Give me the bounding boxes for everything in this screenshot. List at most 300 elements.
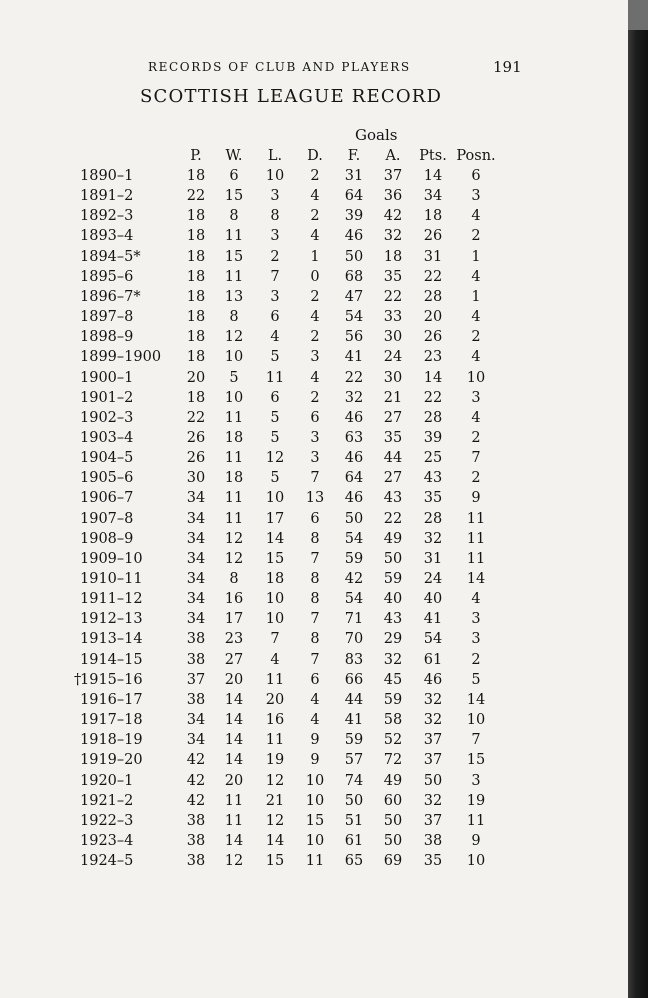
season-label: 1920–1 xyxy=(80,772,134,789)
cell-position: 11 xyxy=(466,550,486,567)
cell-lost: 5 xyxy=(270,349,280,366)
cell-goals-against: 43 xyxy=(383,490,403,507)
cell-goals-for: 56 xyxy=(344,329,364,346)
cell-won: 5 xyxy=(229,369,239,386)
cell-goals-for: 71 xyxy=(344,611,364,628)
cell-points: 20 xyxy=(423,309,443,326)
cell-points: 40 xyxy=(423,591,443,608)
cell-won: 11 xyxy=(224,228,244,245)
dagger-mark: † xyxy=(74,671,82,688)
cell-position: 3 xyxy=(471,631,481,648)
cell-goals-against: 43 xyxy=(383,611,403,628)
cell-goals-against: 35 xyxy=(383,268,403,285)
cell-won: 15 xyxy=(224,188,244,205)
cell-goals-against: 52 xyxy=(383,732,403,749)
cell-goals-against: 69 xyxy=(383,853,403,870)
cell-won: 11 xyxy=(224,409,244,426)
cell-goals-against: 33 xyxy=(383,309,403,326)
cell-won: 13 xyxy=(224,288,244,305)
page-number: 191 xyxy=(493,58,522,76)
cell-points: 24 xyxy=(423,571,443,587)
column-header-drawn: D. xyxy=(307,148,323,164)
cell-position: 10 xyxy=(466,712,486,729)
cell-lost: 5 xyxy=(270,429,280,446)
cell-points: 22 xyxy=(423,268,443,285)
cell-points: 61 xyxy=(423,651,443,668)
cell-position: 11 xyxy=(466,530,486,547)
cell-won: 18 xyxy=(224,470,244,487)
cell-played: 34 xyxy=(186,571,206,587)
cell-goals-for: 54 xyxy=(344,591,364,608)
cell-goals-against: 58 xyxy=(383,712,403,729)
cell-won: 8 xyxy=(229,309,239,326)
cell-goals-for: 74 xyxy=(344,772,364,789)
cell-drawn: 2 xyxy=(310,208,320,225)
cell-position: 3 xyxy=(471,611,481,628)
cell-points: 22 xyxy=(423,389,443,406)
cell-lost: 8 xyxy=(270,208,280,225)
cell-points: 37 xyxy=(423,752,443,769)
cell-goals-against: 24 xyxy=(383,349,403,366)
cell-played: 34 xyxy=(186,490,206,507)
cell-goals-for: 61 xyxy=(344,832,364,849)
cell-points: 26 xyxy=(423,228,443,245)
cell-drawn: 0 xyxy=(310,268,320,285)
cell-goals-for: 51 xyxy=(344,812,364,829)
cell-played: 34 xyxy=(186,611,206,628)
cell-goals-against: 30 xyxy=(383,329,403,346)
cell-points: 35 xyxy=(423,490,443,507)
season-label: 1898–9 xyxy=(80,329,134,346)
cell-played: 34 xyxy=(186,712,206,729)
cell-lost: 10 xyxy=(265,168,285,184)
cell-goals-against: 36 xyxy=(383,188,403,205)
cell-played: 38 xyxy=(186,651,206,668)
season-label: 1897–8 xyxy=(80,309,134,326)
cell-goals-for: 47 xyxy=(344,288,364,305)
cell-position: 11 xyxy=(466,510,486,527)
cell-lost: 3 xyxy=(270,288,280,305)
cell-drawn: 4 xyxy=(310,369,320,386)
season-label: 1922–3 xyxy=(80,812,134,829)
season-label: 1915–16 xyxy=(80,671,143,688)
page-title: SCOTTISH LEAGUE RECORD xyxy=(140,86,443,107)
cell-goals-against: 27 xyxy=(383,409,403,426)
cell-played: 42 xyxy=(186,752,206,769)
cell-lost: 11 xyxy=(265,671,285,688)
cell-won: 12 xyxy=(224,550,244,567)
cell-points: 37 xyxy=(423,812,443,829)
cell-goals-for: 42 xyxy=(344,571,364,587)
cell-goals-for: 64 xyxy=(344,470,364,487)
cell-goals-against: 22 xyxy=(383,510,403,527)
cell-won: 8 xyxy=(229,571,239,587)
cell-position: 7 xyxy=(471,450,481,467)
season-label: 1919–20 xyxy=(80,752,143,769)
cell-drawn: 13 xyxy=(305,490,325,507)
cell-points: 35 xyxy=(423,853,443,870)
cell-goals-against: 59 xyxy=(383,691,403,708)
cell-points: 46 xyxy=(423,671,443,688)
cell-points: 31 xyxy=(423,550,443,567)
cell-goals-for: 46 xyxy=(344,228,364,245)
cell-drawn: 11 xyxy=(305,853,325,870)
cell-played: 22 xyxy=(186,409,206,426)
column-header-goals-against: A. xyxy=(385,148,401,164)
season-label: 1910–11 xyxy=(80,571,143,587)
cell-points: 28 xyxy=(423,409,443,426)
cell-goals-for: 22 xyxy=(344,369,364,386)
cell-lost: 4 xyxy=(270,329,280,346)
season-label: 1912–13 xyxy=(80,611,143,628)
cell-drawn: 8 xyxy=(310,631,320,648)
cell-goals-for: 41 xyxy=(344,349,364,366)
cell-drawn: 7 xyxy=(310,550,320,567)
cell-drawn: 9 xyxy=(310,752,320,769)
season-label: 1916–17 xyxy=(80,691,143,708)
cell-goals-for: 59 xyxy=(344,550,364,567)
cell-drawn: 4 xyxy=(310,188,320,205)
cell-won: 16 xyxy=(224,591,244,608)
cell-position: 9 xyxy=(471,490,481,507)
cell-goals-for: 66 xyxy=(344,671,364,688)
cell-drawn: 6 xyxy=(310,409,320,426)
cell-goals-for: 63 xyxy=(344,429,364,446)
cell-played: 38 xyxy=(186,853,206,870)
season-label: 1904–5 xyxy=(80,450,134,467)
cell-goals-for: 59 xyxy=(344,732,364,749)
cell-goals-for: 31 xyxy=(344,168,364,184)
cell-position: 4 xyxy=(471,349,481,366)
cell-played: 38 xyxy=(186,812,206,829)
cell-position: 1 xyxy=(471,248,481,265)
cell-goals-for: 83 xyxy=(344,651,364,668)
cell-drawn: 8 xyxy=(310,530,320,547)
cell-drawn: 6 xyxy=(310,671,320,688)
cell-drawn: 9 xyxy=(310,732,320,749)
cell-won: 14 xyxy=(224,832,244,849)
cell-goals-against: 44 xyxy=(383,450,403,467)
season-label: 1905–6 xyxy=(80,470,134,487)
cell-drawn: 8 xyxy=(310,571,320,587)
cell-lost: 19 xyxy=(265,752,285,769)
cell-won: 11 xyxy=(224,268,244,285)
cell-lost: 10 xyxy=(265,490,285,507)
cell-points: 14 xyxy=(423,168,443,184)
cell-drawn: 4 xyxy=(310,309,320,326)
cell-goals-against: 60 xyxy=(383,792,403,809)
cell-played: 37 xyxy=(186,671,206,688)
cell-goals-for: 32 xyxy=(344,389,364,406)
cell-goals-for: 50 xyxy=(344,248,364,265)
cell-points: 31 xyxy=(423,248,443,265)
cell-played: 20 xyxy=(186,369,206,386)
cell-points: 18 xyxy=(423,208,443,225)
cell-won: 8 xyxy=(229,208,239,225)
cell-won: 11 xyxy=(224,490,244,507)
cell-lost: 3 xyxy=(270,228,280,245)
page-edge-shadow xyxy=(628,0,648,998)
cell-position: 4 xyxy=(471,309,481,326)
cell-played: 34 xyxy=(186,530,206,547)
cell-drawn: 8 xyxy=(310,591,320,608)
cell-lost: 10 xyxy=(265,591,285,608)
cell-drawn: 15 xyxy=(305,812,325,829)
cell-points: 43 xyxy=(423,470,443,487)
cell-drawn: 4 xyxy=(310,691,320,708)
cell-goals-against: 45 xyxy=(383,671,403,688)
season-label: 1890–1 xyxy=(80,168,134,184)
cell-lost: 18 xyxy=(265,571,285,587)
cell-goals-against: 72 xyxy=(383,752,403,769)
cell-played: 18 xyxy=(186,208,206,225)
cell-lost: 7 xyxy=(270,631,280,648)
cell-lost: 3 xyxy=(270,188,280,205)
cell-position: 11 xyxy=(466,812,486,829)
cell-won: 11 xyxy=(224,450,244,467)
cell-lost: 7 xyxy=(270,268,280,285)
cell-goals-against: 40 xyxy=(383,591,403,608)
cell-position: 2 xyxy=(471,329,481,346)
season-label: 1909–10 xyxy=(80,550,143,567)
cell-position: 9 xyxy=(471,832,481,849)
cell-points: 32 xyxy=(423,792,443,809)
cell-drawn: 4 xyxy=(310,712,320,729)
cell-won: 12 xyxy=(224,853,244,870)
cell-won: 20 xyxy=(224,671,244,688)
cell-lost: 2 xyxy=(270,248,280,265)
cell-played: 22 xyxy=(186,188,206,205)
cell-points: 41 xyxy=(423,611,443,628)
cell-lost: 15 xyxy=(265,550,285,567)
cell-drawn: 6 xyxy=(310,510,320,527)
cell-position: 19 xyxy=(466,792,486,809)
cell-lost: 12 xyxy=(265,772,285,789)
season-label: 1917–18 xyxy=(80,712,143,729)
column-header-lost: L. xyxy=(267,148,283,164)
column-header-points: Pts. xyxy=(419,148,447,164)
cell-drawn: 2 xyxy=(310,288,320,305)
cell-lost: 17 xyxy=(265,510,285,527)
season-label: 1907–8 xyxy=(80,510,134,527)
cell-position: 2 xyxy=(471,470,481,487)
cell-played: 18 xyxy=(186,389,206,406)
cell-points: 39 xyxy=(423,429,443,446)
cell-won: 11 xyxy=(224,792,244,809)
cell-won: 6 xyxy=(229,168,239,184)
cell-won: 11 xyxy=(224,812,244,829)
cell-goals-for: 64 xyxy=(344,188,364,205)
cell-position: 4 xyxy=(471,208,481,225)
cell-played: 34 xyxy=(186,510,206,527)
cell-lost: 6 xyxy=(270,309,280,326)
cell-goals-for: 50 xyxy=(344,792,364,809)
cell-played: 34 xyxy=(186,550,206,567)
cell-played: 38 xyxy=(186,832,206,849)
running-head: RECORDS OF CLUB AND PLAYERS xyxy=(148,60,411,74)
cell-points: 32 xyxy=(423,530,443,547)
cell-lost: 14 xyxy=(265,832,285,849)
goals-group-header: Goals xyxy=(355,126,398,144)
season-label: 1908–9 xyxy=(80,530,134,547)
cell-played: 18 xyxy=(186,288,206,305)
cell-won: 12 xyxy=(224,329,244,346)
cell-goals-against: 22 xyxy=(383,288,403,305)
cell-points: 54 xyxy=(423,631,443,648)
cell-goals-against: 32 xyxy=(383,651,403,668)
cell-lost: 5 xyxy=(270,409,280,426)
season-label: 1923–4 xyxy=(80,832,134,849)
cell-position: 10 xyxy=(466,369,486,386)
cell-drawn: 2 xyxy=(310,329,320,346)
season-label: 1896–7* xyxy=(80,288,141,305)
cell-goals-for: 39 xyxy=(344,208,364,225)
cell-played: 18 xyxy=(186,168,206,184)
cell-played: 26 xyxy=(186,429,206,446)
cell-drawn: 10 xyxy=(305,792,325,809)
cell-goals-against: 49 xyxy=(383,772,403,789)
cell-played: 34 xyxy=(186,591,206,608)
cell-goals-against: 50 xyxy=(383,550,403,567)
cell-points: 25 xyxy=(423,450,443,467)
cell-goals-against: 49 xyxy=(383,530,403,547)
cell-drawn: 7 xyxy=(310,470,320,487)
cell-won: 20 xyxy=(224,772,244,789)
cell-goals-for: 50 xyxy=(344,510,364,527)
cell-lost: 4 xyxy=(270,651,280,668)
cell-points: 32 xyxy=(423,691,443,708)
cell-lost: 5 xyxy=(270,470,280,487)
cell-points: 14 xyxy=(423,369,443,386)
season-label: 1918–19 xyxy=(80,732,143,749)
cell-position: 3 xyxy=(471,188,481,205)
cell-position: 3 xyxy=(471,389,481,406)
cell-won: 27 xyxy=(224,651,244,668)
cell-goals-for: 54 xyxy=(344,309,364,326)
cell-goals-for: 44 xyxy=(344,691,364,708)
cell-won: 15 xyxy=(224,248,244,265)
cell-goals-against: 35 xyxy=(383,429,403,446)
cell-position: 4 xyxy=(471,268,481,285)
cell-drawn: 10 xyxy=(305,772,325,789)
cell-played: 42 xyxy=(186,772,206,789)
cell-played: 42 xyxy=(186,792,206,809)
cell-points: 28 xyxy=(423,510,443,527)
column-header-played: P. xyxy=(190,148,202,164)
cell-drawn: 7 xyxy=(310,651,320,668)
cell-drawn: 2 xyxy=(310,389,320,406)
cell-position: 5 xyxy=(471,671,481,688)
cell-position: 14 xyxy=(466,691,486,708)
season-label: 1901–2 xyxy=(80,389,134,406)
cell-position: 1 xyxy=(471,288,481,305)
cell-goals-for: 70 xyxy=(344,631,364,648)
cell-goals-for: 65 xyxy=(344,853,364,870)
cell-won: 14 xyxy=(224,732,244,749)
cell-lost: 16 xyxy=(265,712,285,729)
cell-played: 18 xyxy=(186,228,206,245)
cell-goals-for: 54 xyxy=(344,530,364,547)
column-header-goals-for: F. xyxy=(347,148,361,164)
season-label: 1899–1900 xyxy=(80,349,162,366)
page-edge-highlight xyxy=(628,0,648,30)
cell-won: 14 xyxy=(224,752,244,769)
cell-goals-against: 50 xyxy=(383,812,403,829)
cell-goals-against: 32 xyxy=(383,228,403,245)
cell-played: 18 xyxy=(186,329,206,346)
cell-won: 14 xyxy=(224,691,244,708)
cell-goals-for: 68 xyxy=(344,268,364,285)
season-label: 1903–4 xyxy=(80,429,134,446)
season-label: 1893–4 xyxy=(80,228,134,245)
cell-won: 23 xyxy=(224,631,244,648)
cell-goals-against: 27 xyxy=(383,470,403,487)
cell-drawn: 3 xyxy=(310,349,320,366)
column-header-won: W. xyxy=(225,148,243,164)
season-label: 1921–2 xyxy=(80,792,134,809)
cell-position: 2 xyxy=(471,651,481,668)
cell-played: 26 xyxy=(186,450,206,467)
cell-position: 2 xyxy=(471,429,481,446)
cell-lost: 11 xyxy=(265,732,285,749)
season-label: 1906–7 xyxy=(80,490,134,507)
cell-goals-against: 50 xyxy=(383,832,403,849)
cell-goals-against: 18 xyxy=(383,248,403,265)
cell-goals-against: 37 xyxy=(383,168,403,184)
season-label: 1900–1 xyxy=(80,369,134,386)
cell-points: 37 xyxy=(423,732,443,749)
cell-played: 30 xyxy=(186,470,206,487)
cell-goals-for: 57 xyxy=(344,752,364,769)
cell-won: 10 xyxy=(224,349,244,366)
cell-drawn: 4 xyxy=(310,228,320,245)
cell-points: 32 xyxy=(423,712,443,729)
season-label: 1924–5 xyxy=(80,853,134,870)
cell-position: 4 xyxy=(471,591,481,608)
cell-goals-for: 46 xyxy=(344,490,364,507)
cell-points: 34 xyxy=(423,188,443,205)
cell-lost: 21 xyxy=(265,792,285,809)
cell-position: 2 xyxy=(471,228,481,245)
cell-drawn: 10 xyxy=(305,832,325,849)
cell-drawn: 3 xyxy=(310,450,320,467)
cell-position: 14 xyxy=(466,571,486,587)
season-label: 1894–5* xyxy=(80,248,141,265)
cell-lost: 20 xyxy=(265,691,285,708)
cell-goals-against: 42 xyxy=(383,208,403,225)
column-header-position: Posn. xyxy=(456,148,496,164)
cell-points: 23 xyxy=(423,349,443,366)
cell-lost: 12 xyxy=(265,450,285,467)
cell-goals-for: 46 xyxy=(344,409,364,426)
cell-points: 26 xyxy=(423,329,443,346)
season-label: 1913–14 xyxy=(80,631,143,648)
cell-won: 14 xyxy=(224,712,244,729)
cell-points: 50 xyxy=(423,772,443,789)
cell-played: 18 xyxy=(186,268,206,285)
cell-lost: 15 xyxy=(265,853,285,870)
cell-points: 38 xyxy=(423,832,443,849)
cell-won: 18 xyxy=(224,429,244,446)
cell-drawn: 3 xyxy=(310,429,320,446)
cell-lost: 10 xyxy=(265,611,285,628)
cell-played: 18 xyxy=(186,248,206,265)
season-label: 1911–12 xyxy=(80,591,143,608)
season-label: 1914–15 xyxy=(80,651,143,668)
cell-played: 34 xyxy=(186,732,206,749)
cell-lost: 6 xyxy=(270,389,280,406)
cell-played: 38 xyxy=(186,691,206,708)
